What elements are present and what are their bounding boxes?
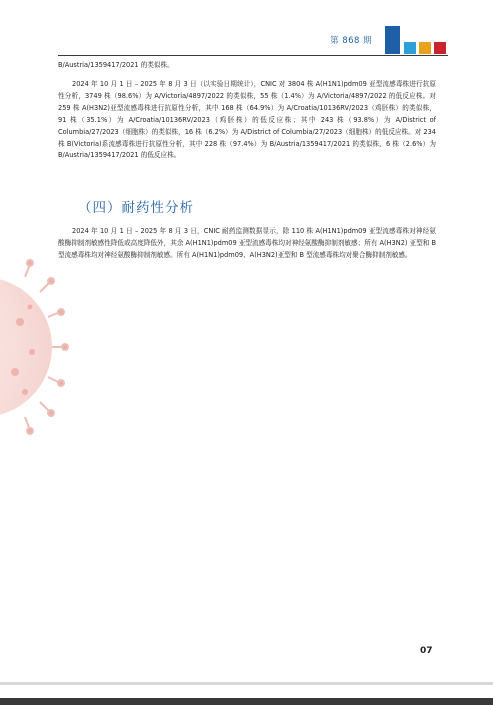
footer-band <box>0 682 493 685</box>
virus-illustration <box>0 252 70 442</box>
header-divider <box>58 55 448 56</box>
footer-bar <box>0 698 493 705</box>
section-title: （四）耐药性分析 <box>78 200 194 216</box>
paragraph-continuation: B/Austria/1359417/2021 的类似株。 <box>58 61 174 69</box>
page-number: 07 <box>420 646 433 656</box>
publication-logo <box>385 24 449 56</box>
paragraph-antigenic-analysis: 2024 年 10 月 1 日 – 2025 年 8 月 3 日（以实验日期统计），CNIC 对 3804 株 A(H1N1)pdm09 亚型流感毒株进行抗原性分析，3749 株（98.6%）为 A/Victoria/4897/2022 的类似株，55 株（1.4%）为 A/Victoria/4897/2022 的低反应株。对 259 株 A(H3N2)亚型流感毒株进行抗原性分析，其中 168 株（64.9%）为 A/Croatia/10136RV/2023（鸡胚株）的类似株，91 株（35.1%）为 A/Croatia/10136RV/2023（鸡胚株）的低反应株；其中 243 株（93.8%）为 A/District of Columbia/27/2023（细胞株）的类似株，16 株（6.2%）为 A/District of Columbia/27/2023（细胞株）的低反应株。对 234 株 B(Victoria)系流感毒株进行抗原性分析，其中 228 株（97.4%）为 B/Austria/1359417/2021 的类似株，6 株（2.6%）为 B/Austria/1359417/2021 的低反应株。 <box>58 80 436 160</box>
issue-number: 第 868 期 <box>330 36 373 46</box>
paragraph-drug-resistance: 2024 年 10 月 1 日 – 2025 年 8 月 3 日，CNIC 耐药监测数据显示，除 110 株 A(H1N1)pdm09 亚型流感毒株对神经氨酸酶抑制剂敏感性降低或高度降低外，其余 A(H1N1)pdm09 亚型流感毒株均对神经氨酸酶抑制剂敏感；所有 A(H3N2) 亚型和 B 型流感毒株均对神经氨酸酶抑制剂敏感。所有 A(H1N1)pdm09、A(H3N2)亚型和 B 型流感毒株均对聚合酶抑制剂敏感。 <box>58 227 436 259</box>
